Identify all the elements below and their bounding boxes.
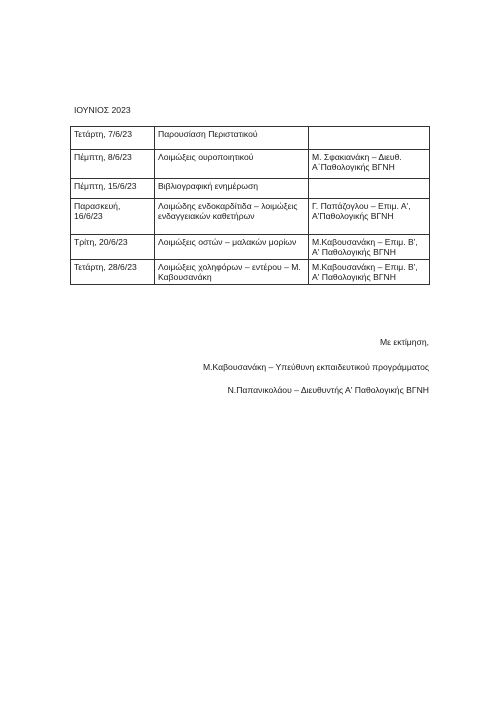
closing-greeting: Με εκτίμηση,	[379, 337, 429, 347]
presenter-cell: Μ.Καβουσανάκη – Επιμ. Β', Α' Παθολογικής ΒΓΝΗ	[309, 235, 430, 260]
table-row	[71, 150, 430, 179]
page-title: ΙΟΥΝΙΟΣ 2023	[74, 105, 131, 115]
date-cell: Τρίτη, 20/6/23	[71, 235, 155, 260]
date-cell: Πέμπτη, 15/6/23	[71, 179, 155, 199]
topic-cell: Λοιμώξεις οστών – μαλακών μορίων	[155, 235, 309, 260]
table-row	[71, 259, 430, 284]
schedule-table	[70, 126, 430, 285]
topic-cell: Παρουσίαση Περιστατικού	[155, 127, 309, 150]
presenter-cell: Γ. Παπάζογλου – Επιμ. Α', Α'Παθολογικής ΒΓΝΗ	[309, 199, 430, 235]
table-row	[71, 235, 430, 260]
signature-director: Ν.Παπανικολάου – Διευθυντής Α' Παθολογικής ΒΓΝΗ	[227, 385, 429, 395]
date-cell: Τετάρτη, 28/6/23	[71, 259, 155, 284]
topic-cell: Λοιμώξεις ουροποιητικού	[155, 150, 309, 179]
table-row	[71, 199, 430, 235]
presenter-cell	[309, 127, 430, 150]
date-cell: Πέμπτη, 8/6/23	[71, 150, 155, 179]
table-row	[71, 179, 430, 199]
signature-coordinator: Μ.Καβουσανάκη – Υπεύθυνη εκπαιδευτικού προγράμματος	[202, 362, 429, 372]
topic-cell: Βιβλιογραφική ενημέρωση	[155, 179, 309, 199]
presenter-cell: Μ. Σφακιανάκη – Διευθ. Α΄Παθολογικής ΒΓΝΗ	[309, 150, 430, 179]
date-cell: Παρασκευή, 16/6/23	[71, 199, 155, 235]
date-cell: Τετάρτη, 7/6/23	[71, 127, 155, 150]
presenter-cell: Μ.Καβουσανάκη – Επιμ. Β', Α' Παθολογικής ΒΓΝΗ	[309, 259, 430, 284]
table-row	[71, 127, 430, 150]
topic-cell: Λοιμώδης ενδοκαρδίτιδα – λοιμώξεις ενδαγγειακών καθετήρων	[155, 199, 309, 235]
presenter-cell	[309, 179, 430, 199]
topic-cell: Λοιμώξεις χοληφόρων – εντέρου – Μ. Καβουσανάκη	[155, 259, 309, 284]
